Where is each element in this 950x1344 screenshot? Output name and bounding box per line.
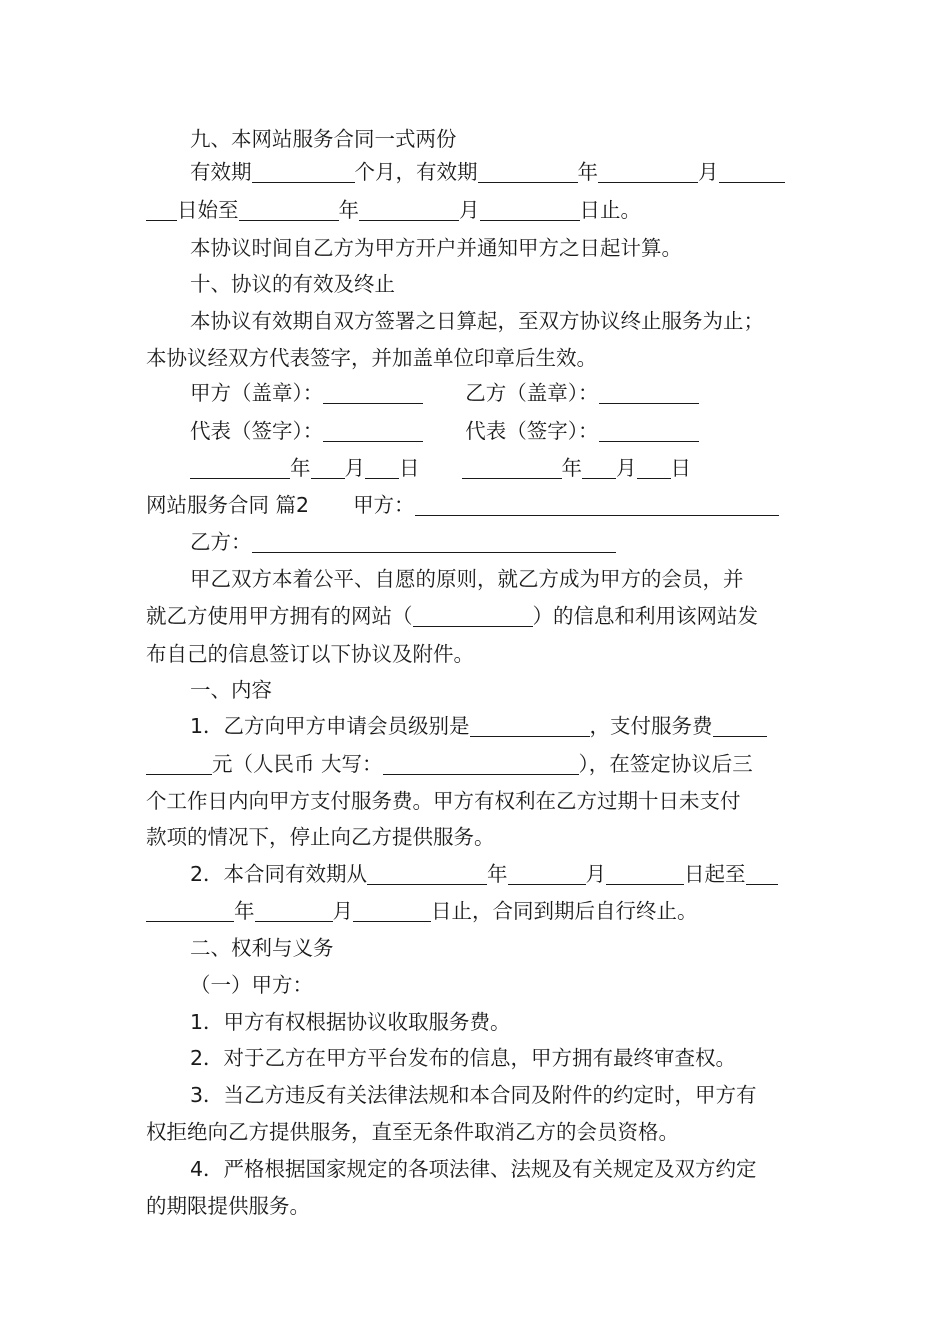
- party-b-month-blank[interactable]: [582, 456, 616, 479]
- list-item-continued: 的期限提供服务。: [146, 1194, 310, 1218]
- party-b-line: 乙方：: [190, 527, 616, 557]
- fee-blank-a[interactable]: [713, 714, 767, 737]
- end-month-blank[interactable]: [359, 198, 459, 221]
- signature-line: 代表（签字）： 代表（签字）：: [190, 416, 699, 446]
- start-day-blank-a[interactable]: [719, 160, 785, 183]
- end-day-blank[interactable]: [480, 198, 580, 221]
- website-line: 就乙方使用甲方拥有的网站（ ）的信息和利用该网站发: [146, 604, 758, 628]
- date-line: 年 月 日 年 月 日: [190, 453, 691, 483]
- term-line-2: 年 月 日止，合同到期后自行终止。: [146, 896, 698, 926]
- party-a-month-blank[interactable]: [311, 456, 345, 479]
- party-a-day-blank[interactable]: [365, 456, 399, 479]
- membership-level-blank[interactable]: [470, 714, 590, 737]
- fee-blank-b[interactable]: [146, 752, 212, 775]
- subheading-party-a: （一）甲方：: [190, 973, 313, 997]
- party-a-signature-blank[interactable]: [323, 419, 423, 442]
- party-b-signature-blank[interactable]: [599, 419, 699, 442]
- validity-line-2: 日始至 年 月 日止。: [146, 195, 641, 225]
- party-a-year-blank[interactable]: [190, 456, 290, 479]
- party-a-name-blank[interactable]: [415, 493, 779, 516]
- list-item: 3．当乙方违反有关法律法规和本合同及附件的约定时，甲方有: [190, 1083, 757, 1107]
- section-heading-content: 一、内容: [190, 678, 272, 702]
- seal-line: 甲方（盖章）： 乙方（盖章）：: [190, 378, 699, 408]
- membership-line: 1．乙方向甲方申请会员级别是 ，支付服务费: [190, 711, 767, 741]
- party-b-name-blank[interactable]: [252, 530, 616, 553]
- list-item-continued: 权拒绝向乙方提供服务，直至无条件取消乙方的会员资格。: [146, 1120, 679, 1144]
- start-day-blank-b[interactable]: [146, 198, 177, 221]
- validity-line-1: 有效期 个月，有效期 年 月: [190, 157, 785, 187]
- clause-9-heading: 九、本网站服务合同一式两份: [190, 127, 457, 151]
- paragraph: 本协议时间自乙方为甲方开户并通知甲方之日起计算。: [190, 236, 682, 260]
- paragraph: 款项的情况下，停止向乙方提供服务。: [146, 825, 495, 849]
- term-end-year-blank-b[interactable]: [146, 899, 234, 922]
- list-item: 2．对于乙方在甲方平台发布的信息，甲方拥有最终审查权。: [190, 1046, 737, 1070]
- party-b-seal-blank[interactable]: [599, 381, 699, 404]
- party-b-day-blank[interactable]: [637, 456, 671, 479]
- section-title: 网站服务合同 篇2: [146, 493, 310, 517]
- start-year-blank[interactable]: [478, 160, 578, 183]
- end-year-blank[interactable]: [239, 198, 339, 221]
- start-month-blank[interactable]: [598, 160, 698, 183]
- website-blank[interactable]: [413, 604, 533, 627]
- list-item: 1．甲方有权根据协议收取服务费。: [190, 1010, 511, 1034]
- term-start-year-blank[interactable]: [367, 862, 487, 885]
- paragraph: 个工作日内向甲方支付服务费。甲方有权利在乙方过期十日未支付: [146, 789, 741, 813]
- section-2-title-line: 网站服务合同 篇2 甲方：: [146, 490, 779, 520]
- paragraph: 甲乙双方本着公平、自愿的原则，就乙方成为甲方的会员，并: [190, 567, 744, 591]
- term-end-month-blank[interactable]: [255, 899, 333, 922]
- section-heading-rights: 二、权利与义务: [190, 936, 334, 960]
- months-blank[interactable]: [252, 160, 355, 183]
- party-b-year-blank[interactable]: [462, 456, 562, 479]
- paragraph: 布自己的信息签订以下协议及附件。: [146, 642, 474, 666]
- fee-line: 元（人民币 大写： ），在签定协议后三: [146, 749, 753, 779]
- term-start-month-blank[interactable]: [508, 862, 586, 885]
- party-a-seal-blank[interactable]: [323, 381, 423, 404]
- paragraph: 本协议有效期自双方签署之日算起，至双方协议终止服务为止；: [190, 309, 764, 333]
- clause-10-heading: 十、协议的有效及终止: [190, 272, 395, 296]
- paragraph: 本协议经双方代表签字，并加盖单位印章后生效。: [146, 346, 597, 370]
- term-end-day-blank[interactable]: [353, 899, 431, 922]
- term-line-1: 2．本合同有效期从 年 月 日起至: [190, 859, 778, 889]
- list-item: 4．严格根据国家规定的各项法律、法规及有关规定及双方约定: [190, 1157, 757, 1181]
- fee-uppercase-blank[interactable]: [383, 752, 579, 775]
- term-end-year-blank-a[interactable]: [746, 862, 778, 885]
- term-start-day-blank[interactable]: [606, 862, 684, 885]
